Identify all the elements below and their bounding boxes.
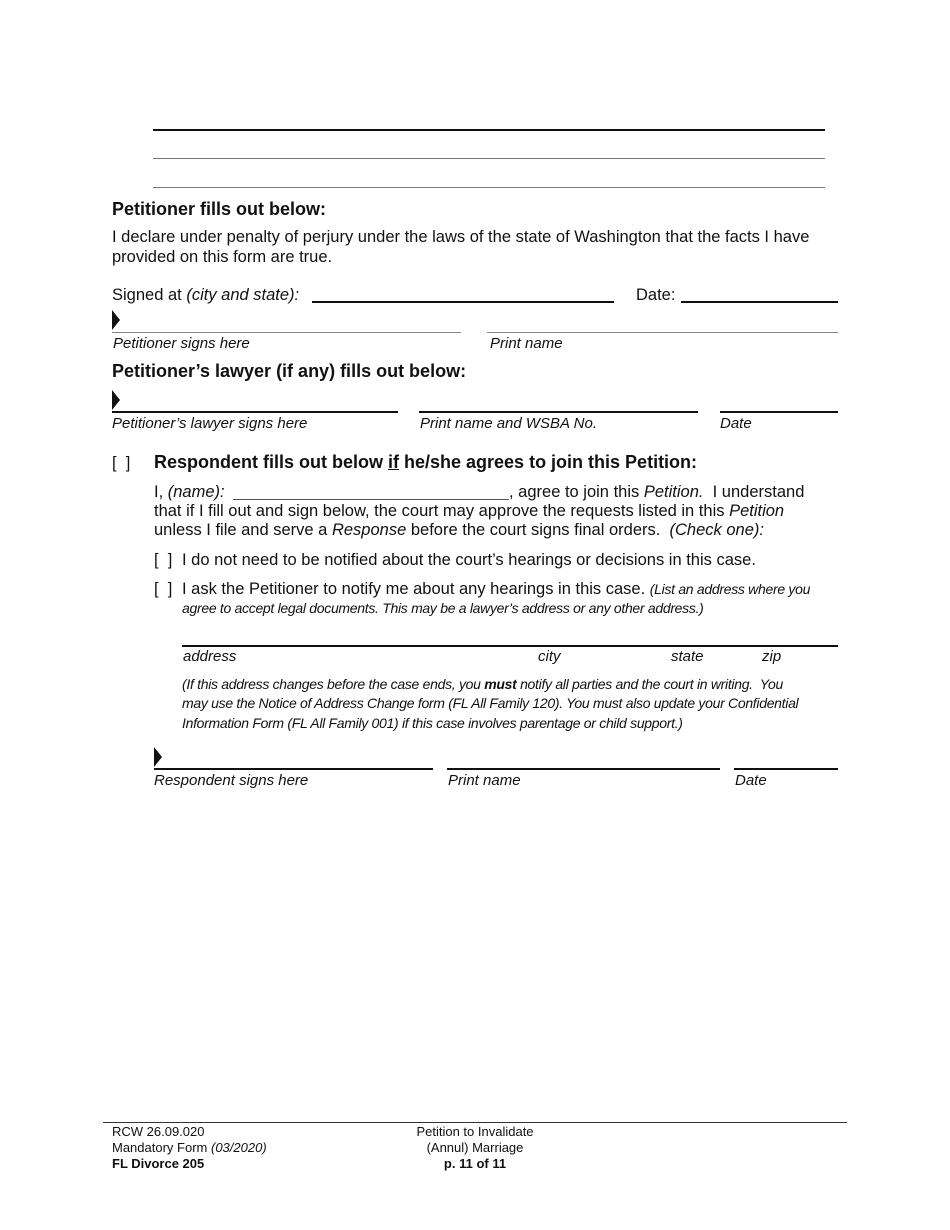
petitioner-heading: Petitioner fills out below: xyxy=(112,199,327,219)
signed-at-field[interactable] xyxy=(312,301,614,303)
sign-arrow-icon xyxy=(154,747,162,767)
respondent-intro-line1: I, (name): xyxy=(154,483,225,501)
blank-line-1 xyxy=(153,129,825,131)
address-change-note-line2: may use the Notice of Address Change form (FL All Family 120). You must also update your Confidential xyxy=(182,695,799,711)
option1-checkbox[interactable]: [ ] xyxy=(154,551,173,569)
zip-label: zip xyxy=(762,648,782,665)
blank-line-3 xyxy=(153,187,825,188)
sign-arrow-icon xyxy=(112,310,120,330)
petitioner-print-name-line[interactable] xyxy=(487,332,838,333)
respondent-checkbox[interactable]: [ ] xyxy=(112,454,131,472)
blank-line-2 xyxy=(153,158,825,159)
respondent-signs-here-label: Respondent signs here xyxy=(154,772,309,789)
option2-checkbox[interactable]: [ ] xyxy=(154,580,173,598)
footer-form-id: FL Divorce 205 xyxy=(112,1156,205,1171)
footer-title-2: (Annul) Marriage xyxy=(426,1140,524,1155)
lawyer-print-name-line[interactable] xyxy=(419,411,698,413)
lawyer-date-line[interactable] xyxy=(720,411,838,413)
lawyer-heading: Petitioner’s lawyer (if any) fills out below: xyxy=(112,361,467,381)
respondent-intro-line1-rest: , agree to join this Petition. I understand xyxy=(509,483,805,501)
respondent-print-name-line[interactable] xyxy=(447,768,720,770)
lawyer-print-name-label: Print name and WSBA No. xyxy=(420,415,598,432)
respondent-date-label: Date xyxy=(735,772,767,789)
address-change-note-line1: (If this address changes before the case ends, you must notify all parties and the court in writing. You xyxy=(182,676,783,692)
lawyer-signs-here-label: Petitioner’s lawyer signs here xyxy=(112,415,308,432)
address-line[interactable] xyxy=(182,645,838,647)
petitioner-signature-line[interactable] xyxy=(112,332,461,333)
state-label: state xyxy=(671,648,704,665)
lawyer-signature-line[interactable] xyxy=(112,411,398,413)
respondent-heading: Respondent fills out below if he/she agrees to join this Petition: xyxy=(154,452,698,472)
respondent-print-name-label: Print name xyxy=(448,772,521,789)
footer-center xyxy=(375,1124,575,1172)
footer-left xyxy=(112,1124,267,1172)
address-change-note-line3: Information Form (FL All Family 001) if this case involves parentage or child support.) xyxy=(182,715,683,731)
footer-rcw: RCW 26.09.020 xyxy=(112,1124,205,1139)
sign-arrow-icon xyxy=(112,390,120,410)
date-field[interactable] xyxy=(681,301,838,303)
footer-mandatory: Mandatory Form (03/2020) xyxy=(112,1140,267,1155)
option1-text: I do not need to be notified about the court’s hearings or decisions in this case. xyxy=(182,551,756,569)
signed-at-label: Signed at (city and state): xyxy=(112,286,300,304)
lawyer-date-label: Date xyxy=(720,415,752,432)
respondent-name-field[interactable] xyxy=(233,499,509,500)
city-label: city xyxy=(538,648,561,665)
footer-divider xyxy=(103,1122,847,1123)
footer-page-number: p. 11 of 11 xyxy=(443,1156,507,1171)
petitioner-declaration: I declare under penalty of perjury under the laws of the state of Washington that the facts I have provided on this form are true. xyxy=(112,228,810,266)
respondent-date-line[interactable] xyxy=(734,768,838,770)
petitioner-print-name-label: Print name xyxy=(490,335,563,352)
option2-text: I ask the Petitioner to notify me about any hearings in this case. (List an address where you xyxy=(182,580,811,598)
option2-hint: agree to accept legal documents. This may be a lawyer’s address or any other address.) xyxy=(182,600,704,616)
footer-title-1: Petition to Invalidate xyxy=(416,1124,534,1139)
respondent-signature-line[interactable] xyxy=(154,768,433,770)
date-label: Date: xyxy=(636,286,676,304)
address-label: address xyxy=(183,648,237,665)
respondent-intro-line2: that if I fill out and sign below, the court may approve the requests listed in this Petition xyxy=(154,502,785,520)
petitioner-signs-here-label: Petitioner signs here xyxy=(113,335,250,352)
respondent-intro-line3: unless I file and serve a Response before the court signs final orders. (Check one): xyxy=(154,521,764,539)
